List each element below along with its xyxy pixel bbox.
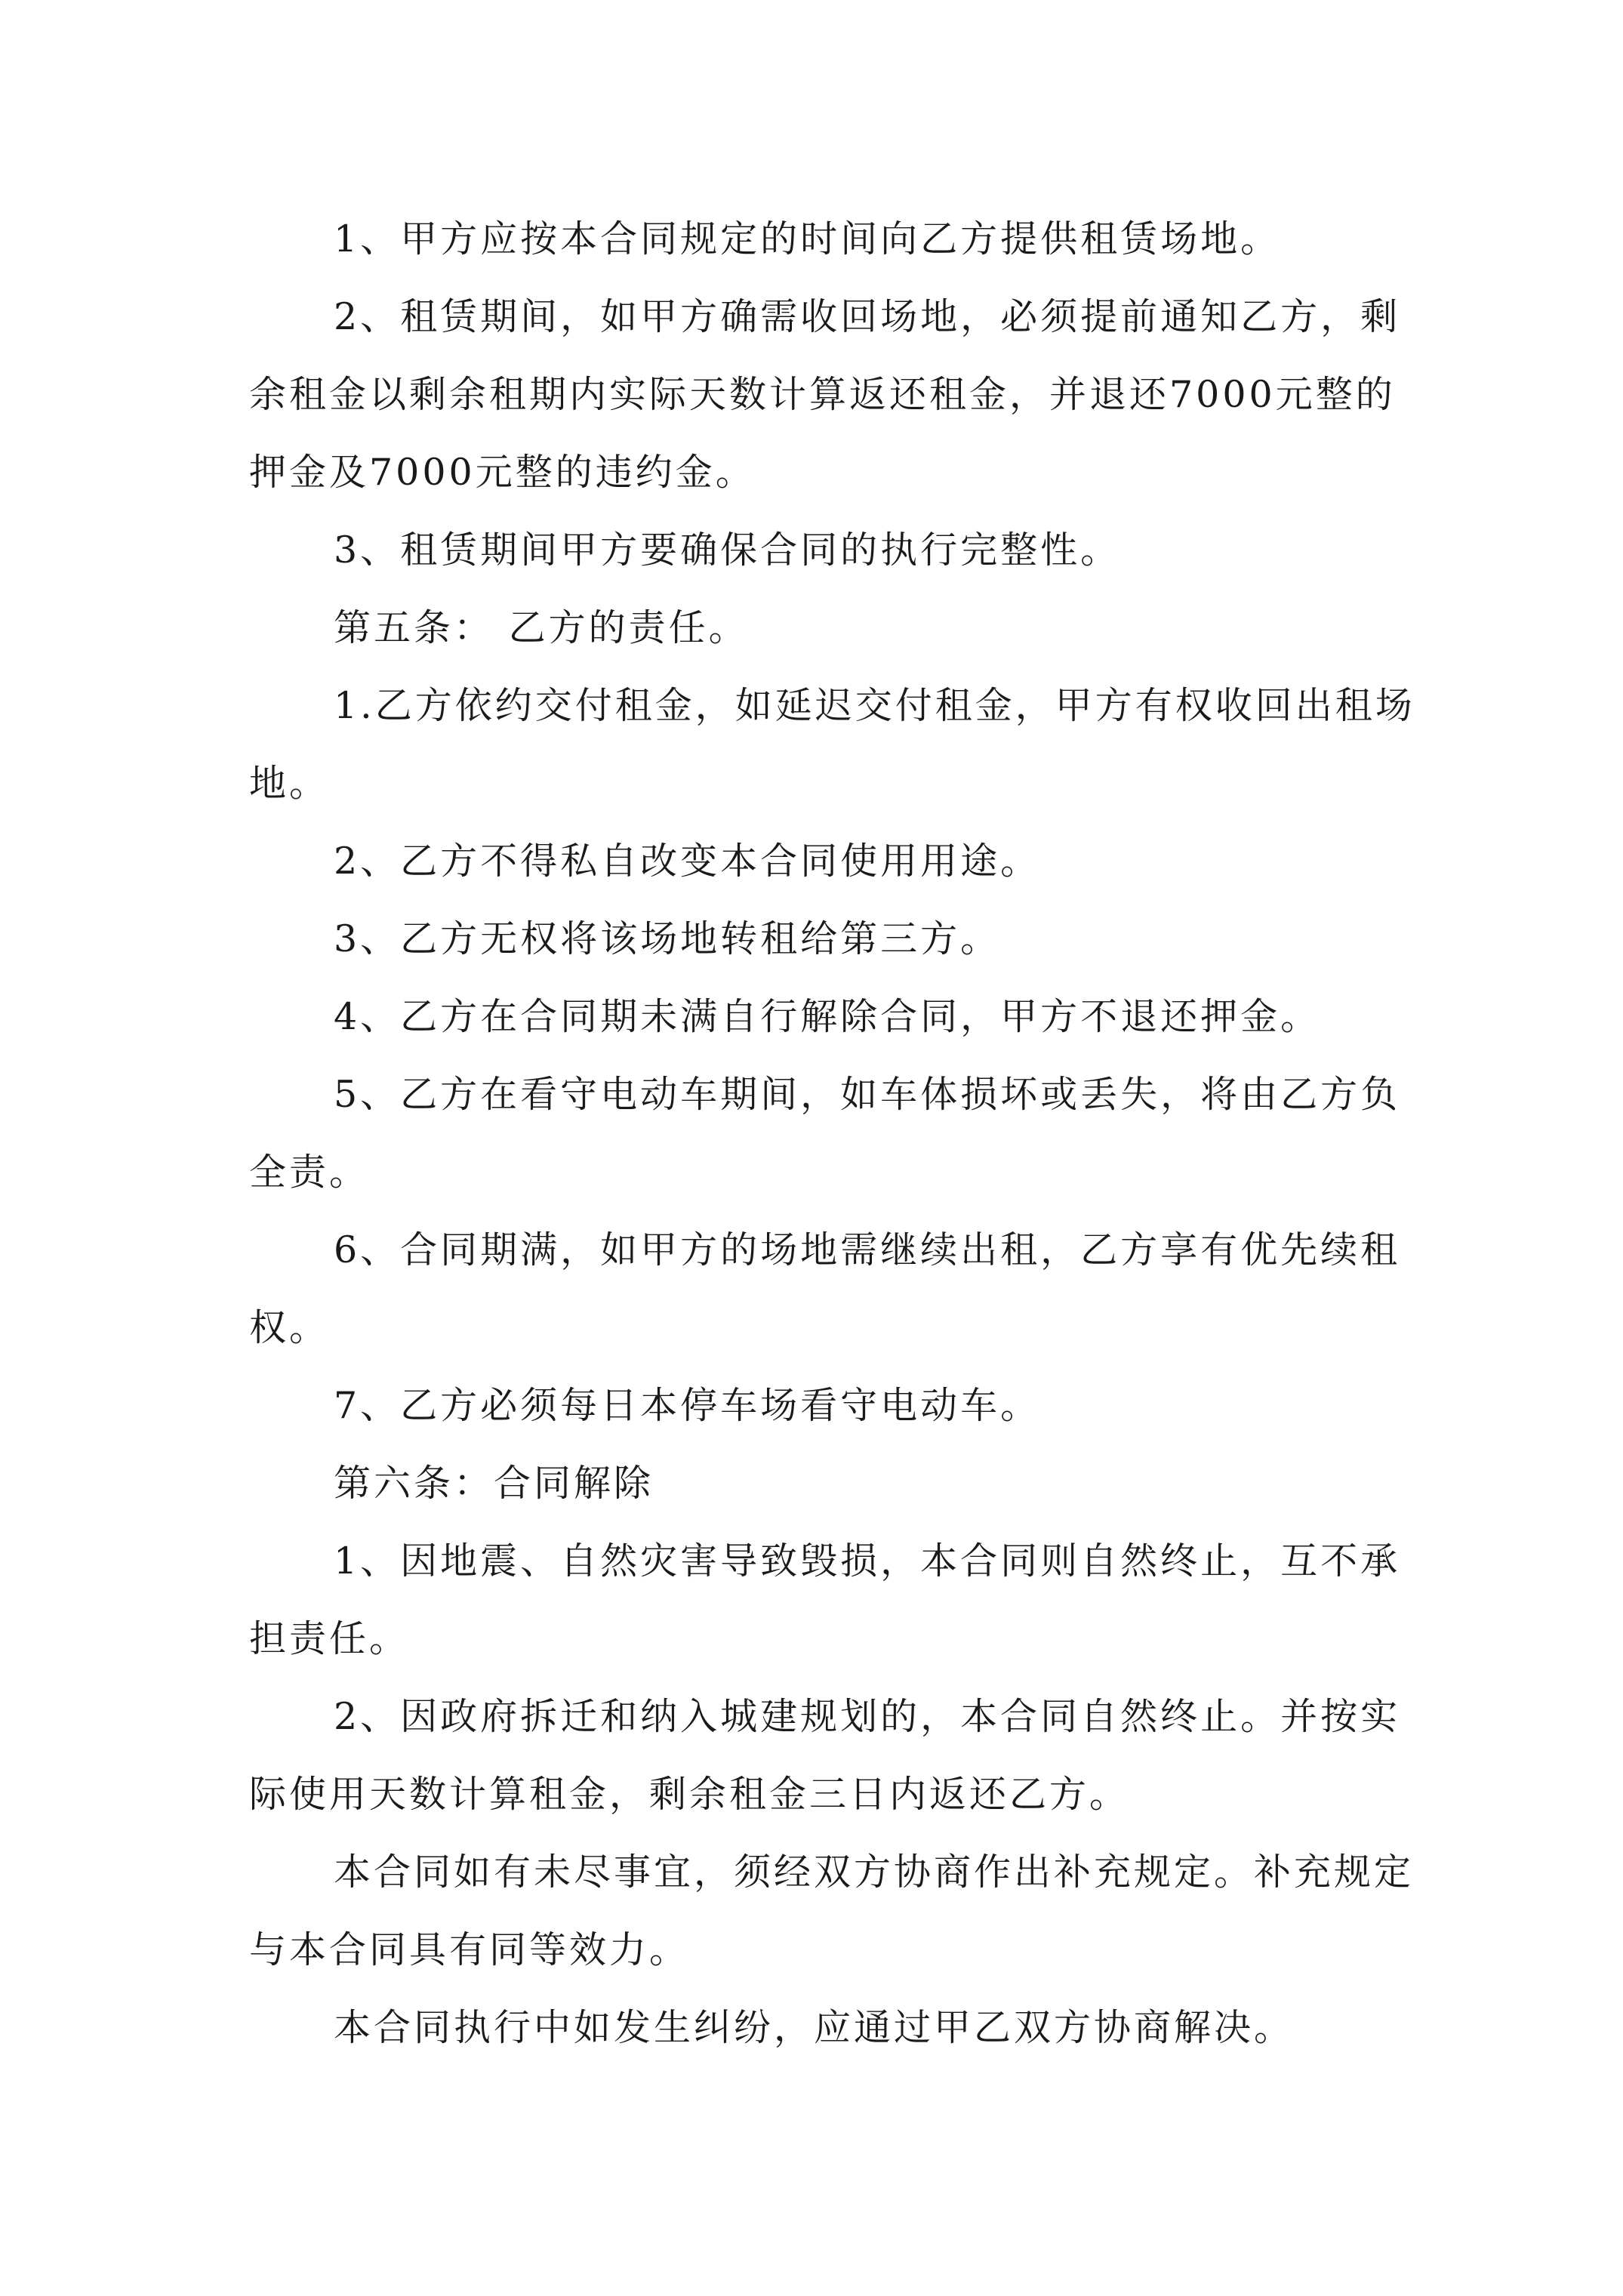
clause-5-1: 1.乙方依约交付租金，如延迟交付租金，甲方有权收回出租场地。 — [249, 684, 1415, 805]
document-body — [249, 200, 1427, 2066]
clause-4-3: 3、租赁期间甲方要确保合同的执行完整性。 — [334, 529, 1121, 572]
article-6-heading: 第六条：合同解除 — [334, 1462, 654, 1505]
clause-6-1: 1、因地震、自然灾害导致毁损，本合同则自然终止，互不承担责任。 — [249, 1539, 1401, 1660]
clause-6-2: 2、因政府拆迁和纳入城建规划的，本合同自然终止。并按实际使用天数计算租金，剩余租金三日内返还乙方。 — [249, 1695, 1401, 1816]
supplement-paragraph: 本合同如有未尽事宜，须经双方协商作出补充规定。补充规定与本合同具有同等效力。 — [249, 1851, 1415, 1971]
dispute-paragraph: 本合同执行中如发生纠纷，应通过甲乙双方协商解决。 — [334, 2006, 1295, 2049]
clause-5-4: 4、乙方在合同期未满自行解除合同，甲方不退还押金。 — [334, 995, 1321, 1038]
article-5-heading: 第五条： 乙方的责任。 — [334, 606, 749, 649]
clause-4-1: 1、甲方应按本合同规定的时间向乙方提供租赁场地。 — [334, 217, 1281, 260]
clause-5-2: 2、乙方不得私自改变本合同使用用途。 — [334, 840, 1041, 883]
clause-5-3: 3、乙方无权将该场地转租给第三方。 — [334, 917, 1001, 960]
clause-5-6: 6、合同期满，如甲方的场地需继续出租，乙方享有优先续租权。 — [249, 1228, 1401, 1349]
clause-4-2: 2、租赁期间，如甲方确需收回场地，必须提前通知乙方，剩余租金以剩余租期内实际天数计算返还租金，并退还7000元整的押金及7000元整的违约金。 — [249, 295, 1401, 494]
clause-5-5: 5、乙方在看守电动车期间，如车体损坏或丢失，将由乙方负全责。 — [249, 1073, 1401, 1194]
clause-5-7: 7、乙方必须每日本停车场看守电动车。 — [334, 1384, 1041, 1427]
